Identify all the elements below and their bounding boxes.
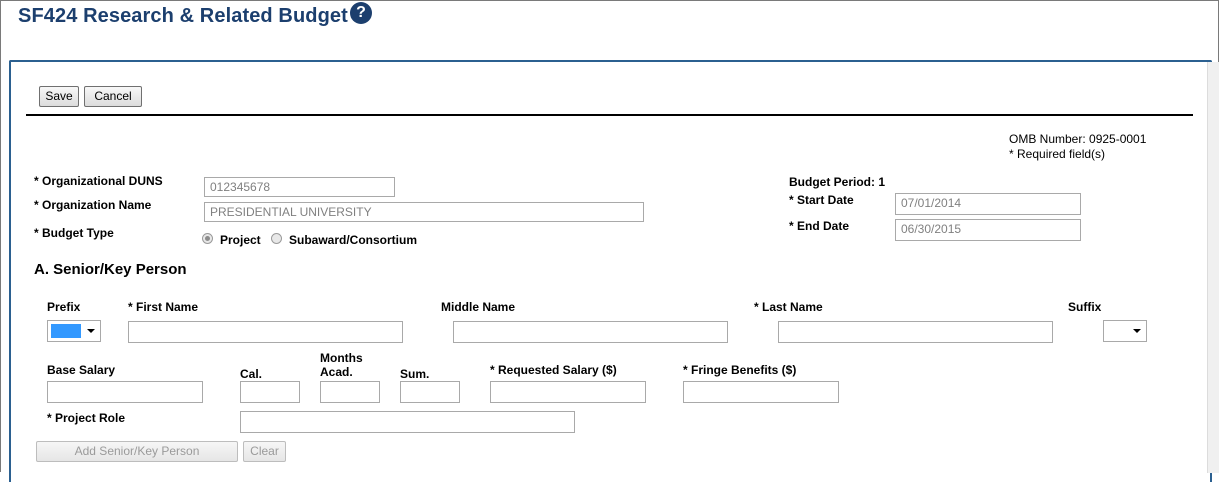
section-senior-key-title: A. Senior/Key Person bbox=[34, 261, 187, 278]
chevron-down-icon bbox=[87, 329, 95, 333]
months-acad-field[interactable] bbox=[320, 381, 380, 403]
duns-field[interactable]: 012345678 bbox=[204, 177, 395, 197]
project-role-label: * Project Role bbox=[47, 411, 126, 425]
sum-label: Sum. bbox=[400, 367, 430, 381]
requested-salary-label: * Requested Salary ($) bbox=[490, 363, 617, 377]
project-role-field[interactable] bbox=[240, 411, 575, 433]
page-title: SF424 Research & Related Budget bbox=[18, 5, 348, 27]
form-frame bbox=[9, 60, 1212, 482]
help-icon[interactable]: ? bbox=[350, 2, 372, 24]
base-salary-label: Base Salary bbox=[47, 363, 116, 377]
suffix-select[interactable] bbox=[1103, 320, 1147, 342]
months-sum-field[interactable] bbox=[400, 381, 460, 403]
months-cal-field[interactable] bbox=[240, 381, 300, 403]
radio-project[interactable] bbox=[202, 233, 213, 244]
prefix-selected-value bbox=[51, 324, 81, 338]
radio-subaward[interactable] bbox=[271, 233, 282, 244]
suffix-label: Suffix bbox=[1068, 300, 1102, 314]
first-name-field[interactable] bbox=[128, 321, 403, 343]
months-label: Months bbox=[320, 351, 363, 365]
fringe-benefits-label: * Fringe Benefits ($) bbox=[683, 363, 797, 377]
first-name-label: * First Name bbox=[128, 300, 199, 314]
last-name-label: * Last Name bbox=[754, 300, 823, 314]
chevron-down-icon bbox=[1133, 329, 1141, 333]
budget-period-label: Budget Period: 1 bbox=[789, 175, 886, 189]
start-date-label: * Start Date bbox=[789, 193, 854, 207]
vertical-scrollbar[interactable] bbox=[1207, 62, 1219, 473]
save-button[interactable]: Save bbox=[39, 86, 79, 107]
prefix-select[interactable] bbox=[47, 320, 101, 342]
radio-subaward-label: Subaward/Consortium bbox=[289, 233, 418, 247]
requested-salary-field[interactable] bbox=[490, 381, 646, 403]
acad-label: Acad. bbox=[320, 365, 353, 379]
radio-project-label: Project bbox=[220, 233, 261, 247]
prefix-label: Prefix bbox=[47, 300, 81, 314]
omb-number: OMB Number: 0925-0001 bbox=[1009, 132, 1147, 146]
cancel-button[interactable]: Cancel bbox=[84, 86, 142, 107]
add-senior-key-person-button[interactable]: Add Senior/Key Person bbox=[36, 441, 238, 462]
end-date-field[interactable]: 06/30/2015 bbox=[895, 219, 1081, 241]
budget-type-label: * Budget Type bbox=[34, 226, 114, 240]
clear-button[interactable]: Clear bbox=[243, 441, 286, 462]
last-name-field[interactable] bbox=[778, 321, 1053, 343]
required-note: * Required field(s) bbox=[1009, 147, 1106, 161]
middle-name-field[interactable] bbox=[453, 321, 728, 343]
fringe-benefits-field[interactable] bbox=[683, 381, 839, 403]
toolbar-divider bbox=[26, 114, 1193, 116]
base-salary-field[interactable] bbox=[47, 381, 203, 403]
end-date-label: * End Date bbox=[789, 219, 850, 233]
org-name-field[interactable]: PRESIDENTIAL UNIVERSITY bbox=[204, 202, 644, 222]
duns-label: * Organizational DUNS bbox=[34, 174, 163, 188]
cal-label: Cal. bbox=[240, 367, 263, 381]
org-name-label: * Organization Name bbox=[34, 198, 152, 212]
middle-name-label: Middle Name bbox=[441, 300, 516, 314]
start-date-field[interactable]: 07/01/2014 bbox=[895, 193, 1081, 215]
